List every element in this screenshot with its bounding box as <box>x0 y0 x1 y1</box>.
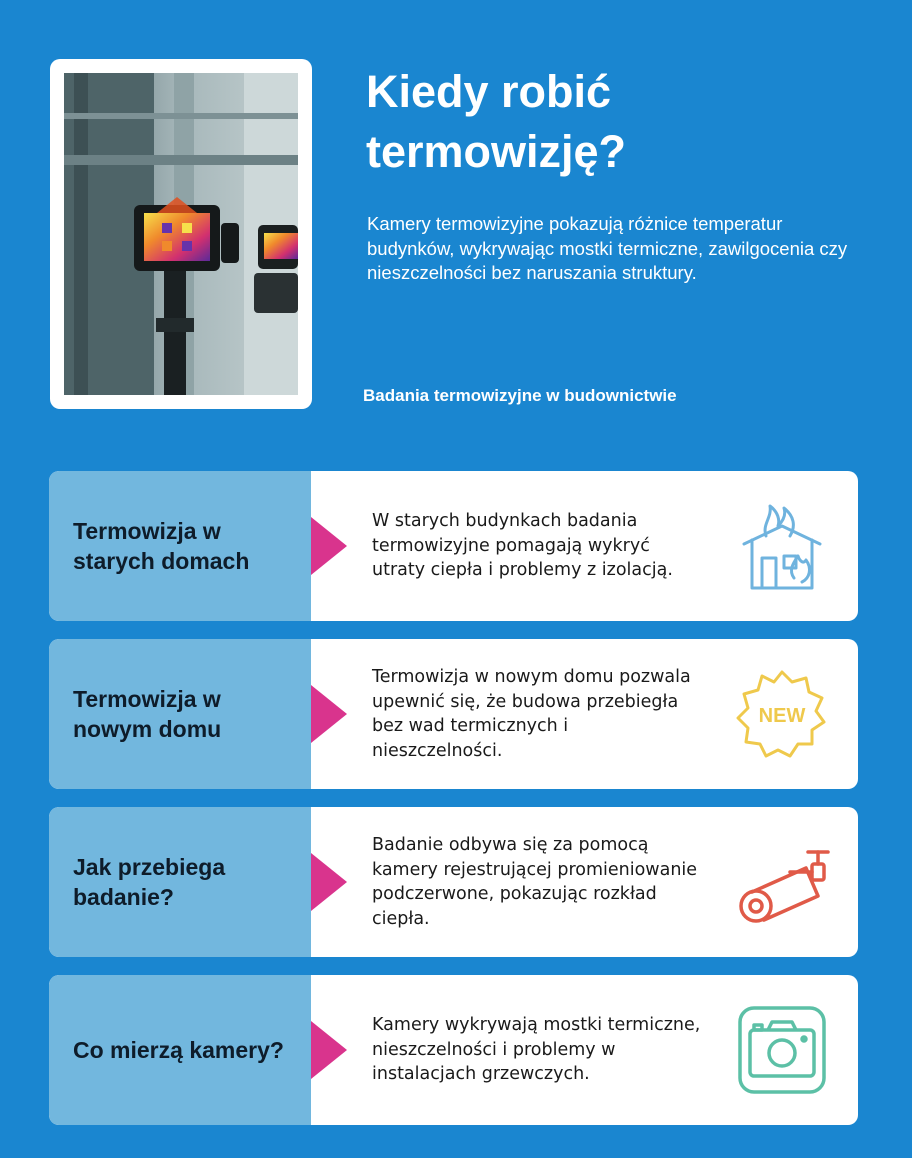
burning-house-icon <box>732 496 832 596</box>
info-card-new-house <box>49 639 858 789</box>
card-text: Termowizja w nowym domu pozwala upewnić się, że budowa przebiegła bez wad termicznych i nieszczelności. <box>372 667 691 761</box>
hero-photo-frame <box>50 59 312 409</box>
card-label: Jak przebiega badanie? <box>73 854 226 910</box>
photo-caption: Badania termowizyjne w budownictwie <box>363 386 677 405</box>
card-text-box <box>372 975 702 1125</box>
new-badge-icon <box>732 664 832 764</box>
card-label: Termowizja w nowym domu <box>73 686 222 742</box>
pointer-arrow-icon <box>311 853 347 911</box>
pointer-arrow-icon <box>311 517 347 575</box>
card-text: W starych budynkach badania termowizyjne pomagają wykryć utraty ciepła i problemy z izolacją. <box>372 511 673 581</box>
pointer-arrow-icon <box>311 1021 347 1079</box>
thermal-camera-illustration <box>64 73 298 395</box>
card-label: Termowizja w starych domach <box>73 518 250 574</box>
card-text: Badanie odbywa się za pomocą kamery rejestrującej promieniowanie podczerwone, pokazując rozkład ciepła. <box>372 835 698 929</box>
new-badge-text: NEW <box>758 705 806 727</box>
pointer-arrow-icon <box>311 685 347 743</box>
card-text-box <box>372 639 702 789</box>
card-text: Kamery wykrywają mostki termiczne, nieszczelności i problemy w instalacjach grzewczych. <box>372 1015 701 1085</box>
info-card-measurements <box>49 975 858 1125</box>
page-title-line2: termowizję? <box>366 126 627 177</box>
info-card-procedure <box>49 807 858 957</box>
card-label-box <box>49 807 311 957</box>
security-camera-icon <box>732 832 832 932</box>
card-text-box <box>372 471 702 621</box>
card-label-box <box>49 975 311 1125</box>
info-card-old-houses <box>49 471 858 621</box>
page-title <box>366 62 846 182</box>
card-label: Co mierzą kamery? <box>73 1037 284 1063</box>
intro-text: Kamery termowizyjne pokazują różnice temperatur budynków, wykrywając mostki termiczne, zawilgocenia czy nieszczelności bez naruszania struktury. <box>367 213 848 283</box>
photo-camera-icon <box>732 1000 832 1100</box>
card-text-box <box>372 807 702 957</box>
page-title-line1: Kiedy robić <box>366 66 612 117</box>
thermal-camera-photo <box>64 73 298 395</box>
card-label-box <box>49 471 311 621</box>
card-label-box <box>49 639 311 789</box>
